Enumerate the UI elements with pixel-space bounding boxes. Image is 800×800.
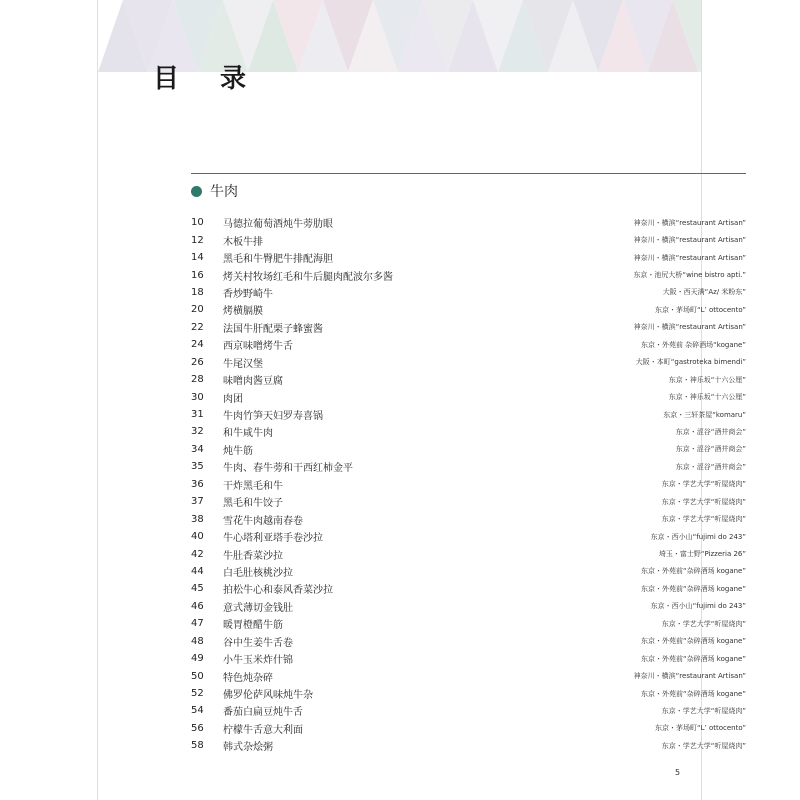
entry-page-number: 45 [191, 583, 204, 595]
section-bullet-icon [191, 186, 202, 197]
entry-dish-name: 黑毛和牛臀肥牛排配海胆 [223, 254, 333, 266]
entry-source: 东京・学艺大学“听屋烧肉” [661, 497, 746, 506]
section-title: 牛肉 [210, 184, 238, 200]
entry-page-number: 47 [191, 618, 204, 630]
entry-page-number: 14 [191, 252, 204, 264]
entry-dish-name: 烤横膈膜 [223, 306, 263, 318]
entry-page-number: 35 [191, 461, 204, 473]
entry-dish-name: 和牛咸牛肉 [223, 428, 273, 440]
page-title: 目 录 [153, 64, 263, 94]
toc-entry[interactable] [191, 493, 746, 510]
entry-source: 东京・学艺大学“听屋烧肉” [661, 706, 746, 715]
toc-entry[interactable] [191, 545, 746, 562]
entry-dish-name: 番茄白扁豆炖牛舌 [223, 707, 303, 719]
entry-source: 东京・涩谷“酒井商会” [675, 445, 746, 454]
entry-dish-name: 谷中生姜牛舌卷 [223, 637, 293, 649]
toc-entry[interactable] [191, 563, 746, 580]
entry-dish-name: 牛尾汉堡 [223, 358, 263, 370]
entry-source: 东京・外苑前“杂碎酒场 kogane” [640, 584, 746, 593]
toc-list [191, 214, 746, 755]
entry-page-number: 50 [191, 670, 204, 682]
entry-dish-name: 牛肚香菜沙拉 [223, 550, 283, 562]
toc-entry[interactable] [191, 301, 746, 318]
entry-page-number: 42 [191, 548, 204, 560]
toc-entry[interactable] [191, 249, 746, 266]
entry-page-number: 26 [191, 356, 204, 368]
toc-entry[interactable] [191, 650, 746, 667]
entry-source: 东京・学艺大学“听屋烧肉” [661, 619, 746, 628]
toc-entry[interactable] [191, 720, 746, 737]
entry-page-number: 32 [191, 426, 204, 438]
entry-page-number: 36 [191, 478, 204, 490]
entry-dish-name: 牛心塔利亚塔手卷沙拉 [223, 533, 323, 545]
toc-entry[interactable] [191, 423, 746, 440]
entry-source: 东京・学艺大学“听屋烧肉” [661, 480, 746, 489]
entry-dish-name: 牛肉竹笋天妇罗寿喜锅 [223, 411, 323, 423]
toc-entry[interactable] [191, 371, 746, 388]
entry-source: 埼玉・富士野“Pizzeria 26” [658, 550, 746, 559]
toc-entry[interactable] [191, 266, 746, 283]
toc-entry[interactable] [191, 284, 746, 301]
entry-source: 东京・神乐坂“十六公厘” [668, 393, 746, 402]
entry-source: 神奈川・横滨“restaurant Artisan” [633, 672, 746, 681]
entry-page-number: 40 [191, 531, 204, 543]
entry-page-number: 24 [191, 339, 204, 351]
entry-dish-name: 肉团 [223, 393, 243, 405]
entry-page-number: 10 [191, 217, 204, 229]
entry-source: 东京・外苑前“杂碎酒场 kogane” [640, 567, 746, 576]
entry-page-number: 44 [191, 565, 204, 577]
entry-dish-name: 木板牛排 [223, 236, 263, 248]
section-header [191, 181, 238, 201]
toc-entry[interactable] [191, 354, 746, 371]
toc-entry[interactable] [191, 528, 746, 545]
entry-dish-name: 意式薄切金钱肚 [223, 602, 293, 614]
entry-dish-name: 香炒野崎牛 [223, 288, 273, 300]
entry-page-number: 52 [191, 688, 204, 700]
entry-source: 神奈川・横滨“restaurant Artisan” [633, 323, 746, 332]
entry-page-number: 54 [191, 705, 204, 717]
entry-page-number: 28 [191, 374, 204, 386]
entry-page-number: 18 [191, 286, 204, 298]
entry-source: 东京・池尻大桥“wine bistro apti.” [633, 271, 746, 280]
entry-source: 东京・神乐坂“十六公厘” [668, 375, 746, 384]
entry-page-number: 46 [191, 600, 204, 612]
toc-entry[interactable] [191, 667, 746, 684]
entry-dish-name: 小牛玉米炸什锦 [223, 655, 293, 667]
entry-page-number: 31 [191, 409, 204, 421]
entry-dish-name: 雪花牛肉越南春卷 [223, 515, 303, 527]
toc-entry[interactable] [191, 458, 746, 475]
toc-entry[interactable] [191, 214, 746, 231]
entry-page-number: 30 [191, 391, 204, 403]
entry-source: 大阪・本町“gastroteka bimendi” [635, 358, 746, 367]
entry-page-number: 37 [191, 496, 204, 508]
entry-dish-name: 黑毛和牛饺子 [223, 498, 283, 510]
entry-source: 东京・外苑前“杂碎酒场 kogane” [640, 637, 746, 646]
entry-dish-name: 特色炖杂碎 [223, 672, 273, 684]
entry-dish-name: 暖胃橙醋牛筋 [223, 620, 283, 632]
entry-page-number: 12 [191, 234, 204, 246]
entry-page-number: 16 [191, 269, 204, 281]
book-page [97, 0, 746, 800]
entry-dish-name: 牛肉、春牛蒡和干西红柿金平 [223, 463, 353, 475]
toc-entry[interactable] [191, 685, 746, 702]
entry-page-number: 22 [191, 321, 204, 333]
entry-source: 东京・茅场町“L’ ottocento” [654, 724, 746, 733]
entry-source: 东京・外苑前“杂碎酒场 kogane” [640, 689, 746, 698]
entry-dish-name: 马德拉葡萄酒炖牛蒡肋眼 [223, 219, 333, 231]
entry-dish-name: 干炸黑毛和牛 [223, 480, 283, 492]
entry-source: 东京・学艺大学“听屋烧肉” [661, 741, 746, 750]
entry-dish-name: 白毛肚核桃沙拉 [223, 567, 293, 579]
section-divider [191, 173, 746, 174]
entry-dish-name: 炖牛筋 [223, 445, 253, 457]
toc-entry[interactable] [191, 476, 746, 493]
entry-source: 东京・三轩茶屋“komaru” [663, 410, 746, 419]
entry-dish-name: 拍松牛心和泰风香菜沙拉 [223, 585, 333, 597]
toc-entry[interactable] [191, 319, 746, 336]
entry-source: 神奈川・横滨“restaurant Artisan” [633, 253, 746, 262]
entry-dish-name: 韩式杂烩粥 [223, 742, 273, 754]
toc-entry[interactable] [191, 580, 746, 597]
entry-page-number: 49 [191, 653, 204, 665]
entry-page-number: 38 [191, 513, 204, 525]
entry-dish-name: 法国牛肝配栗子蜂蜜酱 [223, 323, 323, 335]
entry-page-number: 58 [191, 740, 204, 752]
entry-dish-name: 柠檬牛舌意大利面 [223, 724, 303, 736]
toc-entry[interactable] [191, 336, 746, 353]
entry-source: 东京・外苑前“杂碎酒场 kogane” [640, 654, 746, 663]
toc-entry[interactable] [191, 388, 746, 405]
entry-source: 东京・学艺大学“听屋烧肉” [661, 515, 746, 524]
entry-dish-name: 味噌肉酱豆腐 [223, 376, 283, 388]
entry-source: 大阪・西天满“Az/ 米粉东” [662, 288, 746, 297]
page-number: 5 [675, 768, 681, 777]
entry-page-number: 56 [191, 722, 204, 734]
entry-source: 东京・涩谷“酒井商会” [675, 462, 746, 471]
toc-entry[interactable] [191, 231, 746, 248]
entry-page-number: 34 [191, 443, 204, 455]
entry-dish-name: 烤关村牧场红毛和牛后腿肉配波尔多酱 [223, 271, 393, 283]
entry-source: 东京・西小山“fujimi do 243” [650, 532, 746, 541]
toc-entry[interactable] [191, 615, 746, 632]
toc-entry[interactable] [191, 633, 746, 650]
entry-source: 神奈川・横滨“restaurant Artisan” [633, 236, 746, 245]
entry-page-number: 20 [191, 304, 204, 316]
entry-dish-name: 西京味噌烤牛舌 [223, 341, 293, 353]
toc-entry[interactable] [191, 406, 746, 423]
toc-entry[interactable] [191, 598, 746, 615]
entry-dish-name: 佛罗伦萨风味炖牛杂 [223, 690, 313, 702]
toc-entry[interactable] [191, 441, 746, 458]
entry-source: 神奈川・横滨“restaurant Artisan” [633, 218, 746, 227]
toc-entry[interactable] [191, 702, 746, 719]
toc-entry[interactable] [191, 510, 746, 527]
entry-source: 东京・西小山“fujimi do 243” [650, 602, 746, 611]
entry-page-number: 48 [191, 635, 204, 647]
entry-source: 东京・茅场町“L’ ottocento” [654, 305, 746, 314]
toc-entry[interactable] [191, 737, 746, 754]
entry-source: 东京・涩谷“酒井商会” [675, 427, 746, 436]
entry-source: 东京・外苑前 杂碎酒场“kogane” [640, 340, 746, 349]
